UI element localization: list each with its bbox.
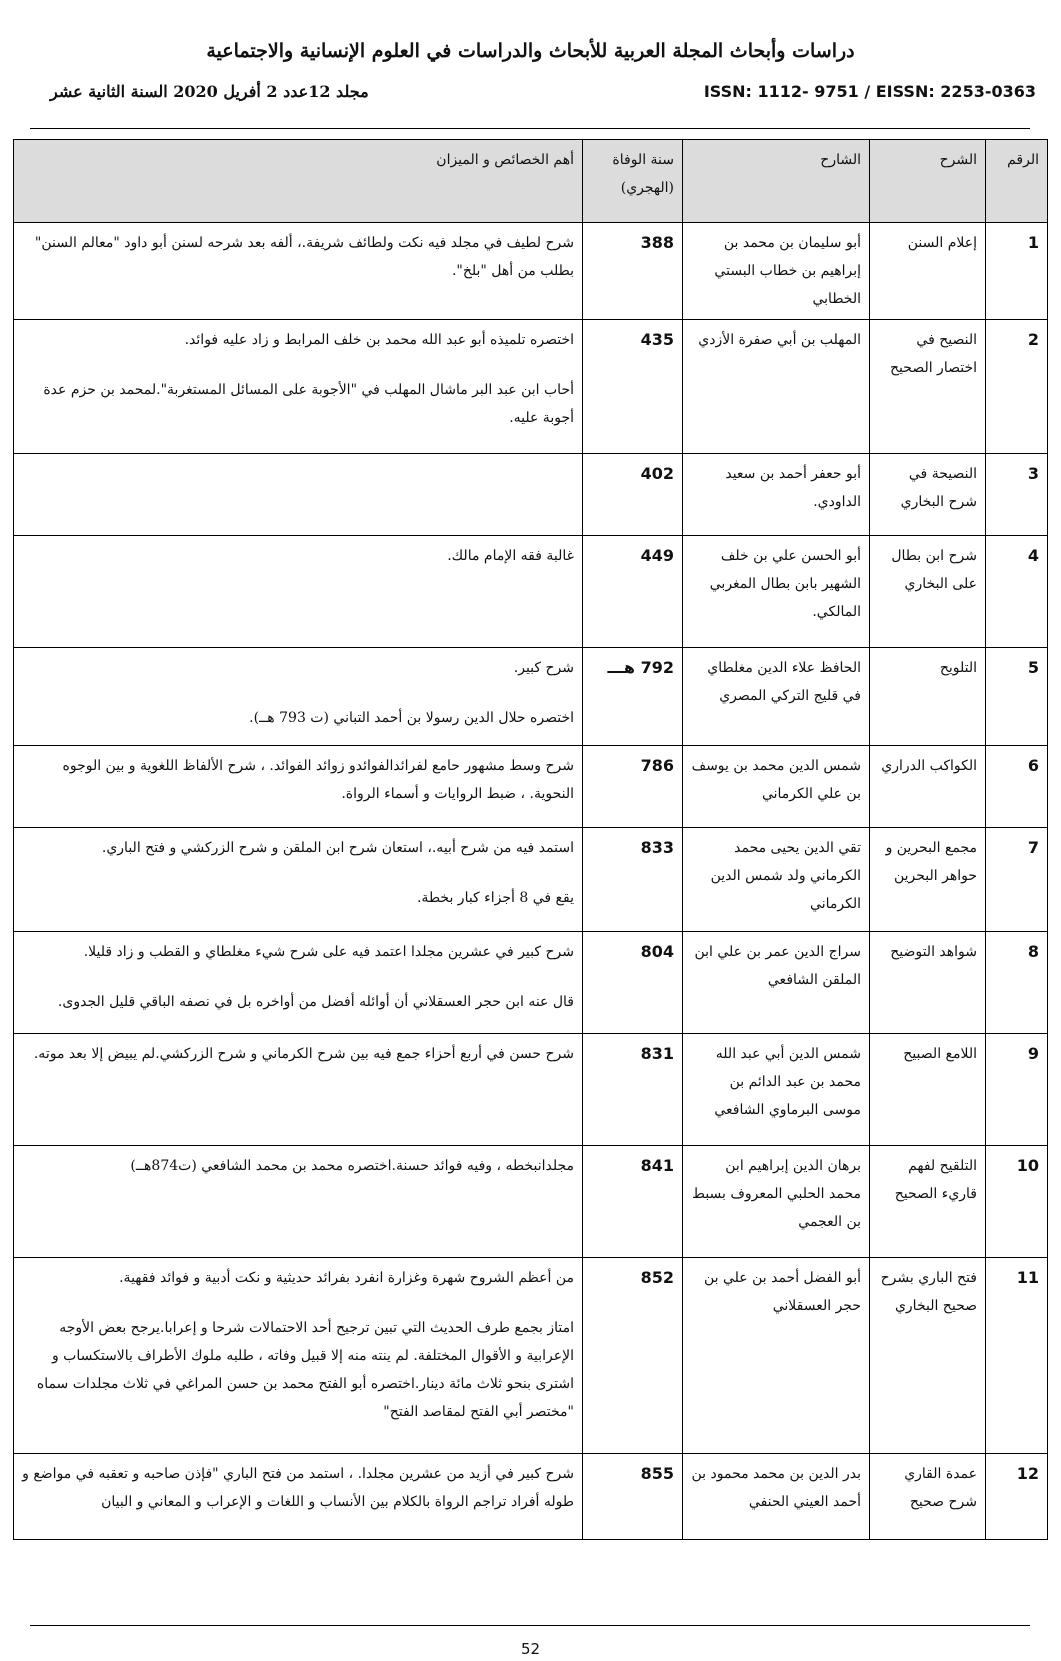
table-row bbox=[14, 932, 1048, 1034]
feature-paragraph: شرح حسن في أربع أحزاء جمع فيه بين شرح الكرماني و شرح الزركشي.لم يبيض إلا بعد موته. bbox=[33, 1046, 574, 1062]
page-header bbox=[0, 0, 1061, 132]
header-sharh: الشرح bbox=[870, 140, 986, 223]
row-sharih-cell: أبو الحسن علي بن خلف الشهير بابن بطال المغربي المالكي. bbox=[683, 536, 870, 648]
feature-paragraph: اختصره تلميذه أبو عبد الله محمد بن خلف المرابط و زاد عليه فوائد. bbox=[184, 332, 574, 348]
table-row bbox=[14, 454, 1048, 536]
row-sharih-cell: تقي الدين يحيى محمد الكرماني ولد شمس الدين الكرماني bbox=[683, 828, 870, 932]
row-sharih-cell: سراج الدين عمر بن علي ابن الملقن الشافعي bbox=[683, 932, 870, 1034]
row-year-cell: 388 bbox=[583, 223, 683, 320]
row-sharih-cell: شمس الدين أبي عبد الله محمد بن عبد الدائم بن موسى البرماوي الشافعي bbox=[683, 1034, 870, 1146]
table-row bbox=[14, 1258, 1048, 1454]
row-sharh-cell: شرح ابن بطال على البخاري bbox=[870, 536, 986, 648]
row-num-cell: 12 bbox=[986, 1454, 1048, 1540]
row-features-cell bbox=[14, 1034, 583, 1146]
feature-paragraph: شرح كبير. bbox=[513, 660, 574, 676]
row-year-cell: 435 bbox=[583, 320, 683, 454]
row-sharih-cell: أبو سليمان بن محمد بن إبراهيم بن خطاب البستي الخطابي bbox=[683, 223, 870, 320]
page-number: 52 bbox=[520, 1640, 541, 1658]
row-sharih-cell: شمس الدين محمد بن يوسف بن علي الكرماني bbox=[683, 746, 870, 828]
row-sharh-cell: عمدة القاري شرح صحيح bbox=[870, 1454, 986, 1540]
feature-paragraph: شرح وسط مشهور حامع لفرائدالفوائدو زوائد الفوائد. ، شرح الألفاظ اللغوية و بين الوجوه النحوية. ، ضبط الروايات و أسماء الرواة. bbox=[62, 758, 574, 802]
row-year-cell: 804 bbox=[583, 932, 683, 1034]
feature-paragraph: مجلدانبخطه ، وفيه فوائد حسنة.اختصره محمد بن محمد الشافعي (ت874هــ) bbox=[130, 1158, 574, 1174]
row-num-cell: 3 bbox=[986, 454, 1048, 536]
commentaries-table bbox=[13, 139, 1048, 1540]
row-sharih-cell: أبو حعفر أحمد بن سعيد الداودي. bbox=[683, 454, 870, 536]
row-num-cell: 9 bbox=[986, 1034, 1048, 1146]
row-num-cell: 5 bbox=[986, 648, 1048, 746]
row-year-cell: 831 bbox=[583, 1034, 683, 1146]
header-year bbox=[583, 140, 683, 223]
row-num-cell: 8 bbox=[986, 932, 1048, 1034]
row-year-cell: 792 هـــ bbox=[583, 648, 683, 746]
row-sharh-cell: إعلام السنن bbox=[870, 223, 986, 320]
row-num-cell: 7 bbox=[986, 828, 1048, 932]
row-year-cell: 449 bbox=[583, 536, 683, 648]
row-features-cell bbox=[14, 648, 583, 746]
row-sharh-cell: التلويح bbox=[870, 648, 986, 746]
row-year-cell: 833 bbox=[583, 828, 683, 932]
table-row bbox=[14, 536, 1048, 648]
row-sharh-cell: اللامع الصبيح bbox=[870, 1034, 986, 1146]
table-header-row bbox=[14, 140, 1048, 223]
row-features-cell bbox=[14, 536, 583, 648]
row-year-cell: 402 bbox=[583, 454, 683, 536]
table-row bbox=[14, 320, 1048, 454]
table-row bbox=[14, 223, 1048, 320]
row-sharih-cell: المهلب بن أبي صفرة الأزدي bbox=[683, 320, 870, 454]
row-sharih-cell: الحافظ علاء الدين مغلطاي في قليج التركي المصري bbox=[683, 648, 870, 746]
table-body bbox=[14, 223, 1048, 1540]
issue-info: مجلد 12عدد 2 أفريل 2020 السنة الثانية عشر bbox=[50, 82, 369, 101]
issn-info: ISSN: 1112- 9751 / EISSN: 2253-0363 bbox=[703, 82, 1036, 101]
row-year-cell: 852 bbox=[583, 1258, 683, 1454]
header-sharih: الشارح bbox=[683, 140, 870, 223]
feature-paragraph: أحاب ابن عبد البر ماشال المهلب في "الأجوبة على المسائل المستغربة".لمحمد بن حزم عدة أجوبة عليه. bbox=[43, 382, 574, 426]
row-num-cell: 1 bbox=[986, 223, 1048, 320]
feature-paragraph: يقع في 8 أجزاء كبار بخطة. bbox=[416, 890, 574, 906]
table-row bbox=[14, 1034, 1048, 1146]
row-num-cell: 6 bbox=[986, 746, 1048, 828]
header-features: أهم الخصائص و الميزان bbox=[14, 140, 583, 223]
header-year-line2: (الهجري) bbox=[620, 180, 674, 196]
row-features-cell bbox=[14, 1454, 583, 1540]
row-sharh-cell: شواهد التوضيح bbox=[870, 932, 986, 1034]
feature-paragraph: من أعظم الشروح شهرة وغزارة انفرد بفرائد حديثية و نكت أدبية و فوائد فقهية. bbox=[119, 1270, 574, 1286]
header-num: الرقم bbox=[986, 140, 1048, 223]
feature-paragraph: شرح لطيف في مجلد فيه نكت ولطائف شريفة.، ألفه بعد شرحه لسنن أبو داود "معالم السنن" بطلب من أهل "بلخ". bbox=[34, 235, 574, 279]
table-row bbox=[14, 1454, 1048, 1540]
row-num-cell: 2 bbox=[986, 320, 1048, 454]
table-row bbox=[14, 828, 1048, 932]
row-features-cell bbox=[14, 1258, 583, 1454]
row-sharh-cell: مجمع البحرين و حواهر البحرين bbox=[870, 828, 986, 932]
row-year-cell: 855 bbox=[583, 1454, 683, 1540]
footer-divider bbox=[30, 1625, 1030, 1626]
row-sharih-cell: بدر الدين بن محمد محمود بن أحمد العيني الحنفي bbox=[683, 1454, 870, 1540]
row-sharh-cell: الكواكب الدراري bbox=[870, 746, 986, 828]
row-features-cell bbox=[14, 828, 583, 932]
row-sharih-cell: أبو الفضل أحمد بن علي بن حجر العسقلاني bbox=[683, 1258, 870, 1454]
row-sharh-cell: فتح الباري بشرح صحيح البخاري bbox=[870, 1258, 986, 1454]
feature-paragraph: امتاز بجمع طرف الحديث التي تبين ترجيح أحد الاحتمالات شرحا و إعرابا.يرجح بعض الأوجه الإعرابية و الأقوال المختلفة. لم ينته منه إلا قبيل وفاته ، طلبه ملوك الأطراف بالاستكساب و اشترى بنحو ثلاث مائة دينار.اختصره أبو الفتح محمد بن حسن المراغي في ثلاث مجلدات سماه "مختصر أبي الفتح لمقاصد الفتح" bbox=[36, 1320, 574, 1420]
row-sharh-cell: التلقيح لفهم قاريء الصحيح bbox=[870, 1146, 986, 1258]
row-num-cell: 4 bbox=[986, 536, 1048, 648]
feature-paragraph: استمد فيه من شرح أبيه.، استعان شرح ابن الملقن و شرح الزركشي و فتح الباري. bbox=[101, 840, 574, 856]
table-row bbox=[14, 1146, 1048, 1258]
journal-title: دراسات وأبحاث المجلة العربية للأبحاث والدراسات في العلوم الإنسانية والاجتماعية bbox=[206, 40, 855, 62]
row-year-cell: 786 bbox=[583, 746, 683, 828]
row-features-cell bbox=[14, 320, 583, 454]
table-row bbox=[14, 746, 1048, 828]
row-features-cell bbox=[14, 746, 583, 828]
row-sharh-cell: النصيح في اختصار الصحيح bbox=[870, 320, 986, 454]
header-divider bbox=[30, 128, 1030, 129]
row-sharh-cell: النصيحة في شرح البخاري bbox=[870, 454, 986, 536]
header-year-line1: سنة الوفاة bbox=[612, 152, 674, 168]
feature-paragraph: شرح كبير في عشرين مجلدا اعتمد فيه على شرح شيء مغلطاي و القطب و زاد قليلا. bbox=[83, 944, 574, 960]
row-features-cell bbox=[14, 223, 583, 320]
row-year-cell: 841 bbox=[583, 1146, 683, 1258]
row-num-cell: 11 bbox=[986, 1258, 1048, 1454]
row-features-cell bbox=[14, 932, 583, 1034]
feature-paragraph: شرح كبير في أزيد من عشرين مجلدا. ، استمد من فتح الباري "فإذن صاحبه و تعقبه في مواضع و طوله أفراد تراجم الرواة بالكلام بين الأنساب و اللغات و الإعراب و المعاني و البيان bbox=[22, 1466, 574, 1510]
row-features-cell bbox=[14, 454, 583, 536]
table-row bbox=[14, 648, 1048, 746]
row-sharih-cell: برهان الدين إبراهيم ابن محمد الحلبي المعروف بسبط بن العجمي bbox=[683, 1146, 870, 1258]
feature-paragraph: اختصره حلال الدين رسولا بن أحمد التباني (ت 793 هــ). bbox=[249, 710, 574, 726]
feature-paragraph: قال عنه ابن حجر العسقلاني أن أوائله أفضل من أواخره بل في نصفه الباقي قليل الجدوى. bbox=[57, 994, 574, 1010]
feature-paragraph: غالبة فقه الإمام مالك. bbox=[447, 548, 574, 564]
row-num-cell: 10 bbox=[986, 1146, 1048, 1258]
row-features-cell bbox=[14, 1146, 583, 1258]
